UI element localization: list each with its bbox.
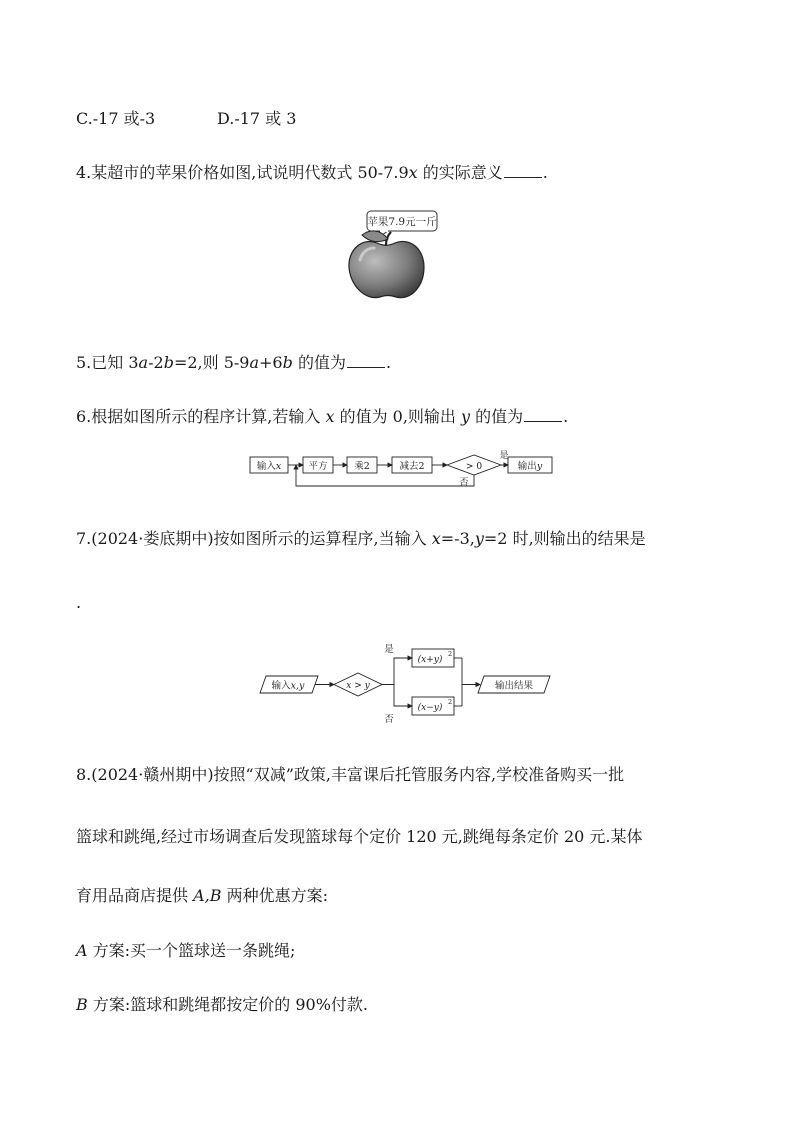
question-7 xyxy=(76,528,646,550)
plan-a xyxy=(76,940,295,962)
q5-t4: 的值为 xyxy=(292,353,346,372)
flow-no-label: 否 xyxy=(459,478,469,488)
flow-yes-label: 是 xyxy=(499,451,509,461)
q6-x: x xyxy=(325,407,335,426)
question-8-line3 xyxy=(76,885,328,907)
q5-b: b xyxy=(163,353,174,372)
price-bubble-text: 苹果7.9元一斤 xyxy=(367,216,437,228)
q6-period: . xyxy=(563,407,569,426)
apple-illustration xyxy=(340,205,460,305)
q7-period: . xyxy=(76,593,82,612)
q7-flowchart xyxy=(254,640,554,728)
question-4 xyxy=(76,162,548,184)
q8-l3-b: 两种优惠方案: xyxy=(221,886,328,905)
flow-minus2-label: 减去2 xyxy=(399,461,425,472)
plan-a-var: A xyxy=(76,941,88,960)
question-6 xyxy=(76,406,568,428)
flow7-output-label: 输出结果 xyxy=(494,680,534,692)
q7-t0: 7.(2024·娄底期中)按如图所示的运算程序,当输入 xyxy=(76,529,432,548)
q5-t1: -2 xyxy=(148,353,164,372)
apple-body xyxy=(349,241,424,297)
flow7-no-expr: (x−y) xyxy=(417,703,443,713)
flow7-yes-label: 是 xyxy=(384,644,394,655)
q7-y: y xyxy=(474,529,484,548)
q7-t1: =-3, xyxy=(440,529,475,548)
q5-a2: a xyxy=(249,353,260,372)
q5-a: a xyxy=(138,353,149,372)
plan-b xyxy=(76,994,368,1016)
q4-var: x xyxy=(408,163,418,182)
flow7-yes-expr: (x+y) xyxy=(417,655,443,665)
q6-flowchart xyxy=(248,448,568,494)
q7-x: x xyxy=(431,529,441,548)
flow-condition-label: > 0 xyxy=(465,462,483,472)
q8-l3-var: A,B xyxy=(193,886,222,905)
q5-t0: 5.已知 3 xyxy=(76,353,139,372)
plan-a-text: 方案:买一个篮球送一条跳绳; xyxy=(87,941,296,960)
q5-t2: =2,则 5-9 xyxy=(173,353,250,372)
flow7-input-label: 输入x,y xyxy=(271,680,305,692)
answer-blank[interactable] xyxy=(504,163,542,178)
question-8-line1: 8.(2024·赣州期中)按照“双减”政策,丰富课后托管服务内容,学校准备购买一批 xyxy=(76,765,625,784)
q5-period: . xyxy=(385,353,392,372)
q4-period: . xyxy=(542,163,548,182)
q8-l3-a: 育用品商店提供 xyxy=(76,886,194,905)
flow7-no-label: 否 xyxy=(384,714,394,725)
question-8-line2: 篮球和跳绳,经过市场调查后发现篮球每个定价 120 元,跳绳每条定价 20 元.某体 xyxy=(76,827,643,846)
flow7-no-exp: 2 xyxy=(448,698,453,706)
q7-answer-line[interactable] xyxy=(76,592,81,614)
option-d: D.-17 或 3 xyxy=(217,109,297,128)
q6-y: y xyxy=(461,407,471,426)
q6-t2: 的值为 xyxy=(470,407,524,426)
q4-text: 4.某超市的苹果价格如图,试说明代数式 50-7.9 xyxy=(76,163,409,182)
q7-t2: =2 时,则输出的结果是 xyxy=(483,529,646,548)
flow-square-label: 平方 xyxy=(308,461,328,472)
flow-output-label: 输出y xyxy=(517,461,543,472)
flow7-condition-label: x > y xyxy=(346,681,370,691)
q5-t3: +6 xyxy=(259,353,283,372)
plan-b-text: 方案:篮球和跳绳都按定价的 90%付款. xyxy=(87,995,368,1014)
question-5 xyxy=(76,352,391,374)
flow7-yes-exp: 2 xyxy=(448,650,453,658)
answer-blank[interactable] xyxy=(524,407,562,422)
plan-b-var: B xyxy=(76,995,88,1014)
q6-t1: 的值为 0,则输出 xyxy=(334,407,462,426)
flow-times2-label: 乘2 xyxy=(354,461,370,472)
answer-blank[interactable] xyxy=(347,353,385,368)
flow-input-label: 输入x xyxy=(256,461,282,472)
option-c: C.-17 或-3 xyxy=(76,109,156,128)
q4-text-after: 的实际意义 xyxy=(417,163,503,182)
q6-t0: 6.根据如图所示的程序计算,若输入 xyxy=(76,407,326,426)
q5-b2: b xyxy=(282,353,293,372)
